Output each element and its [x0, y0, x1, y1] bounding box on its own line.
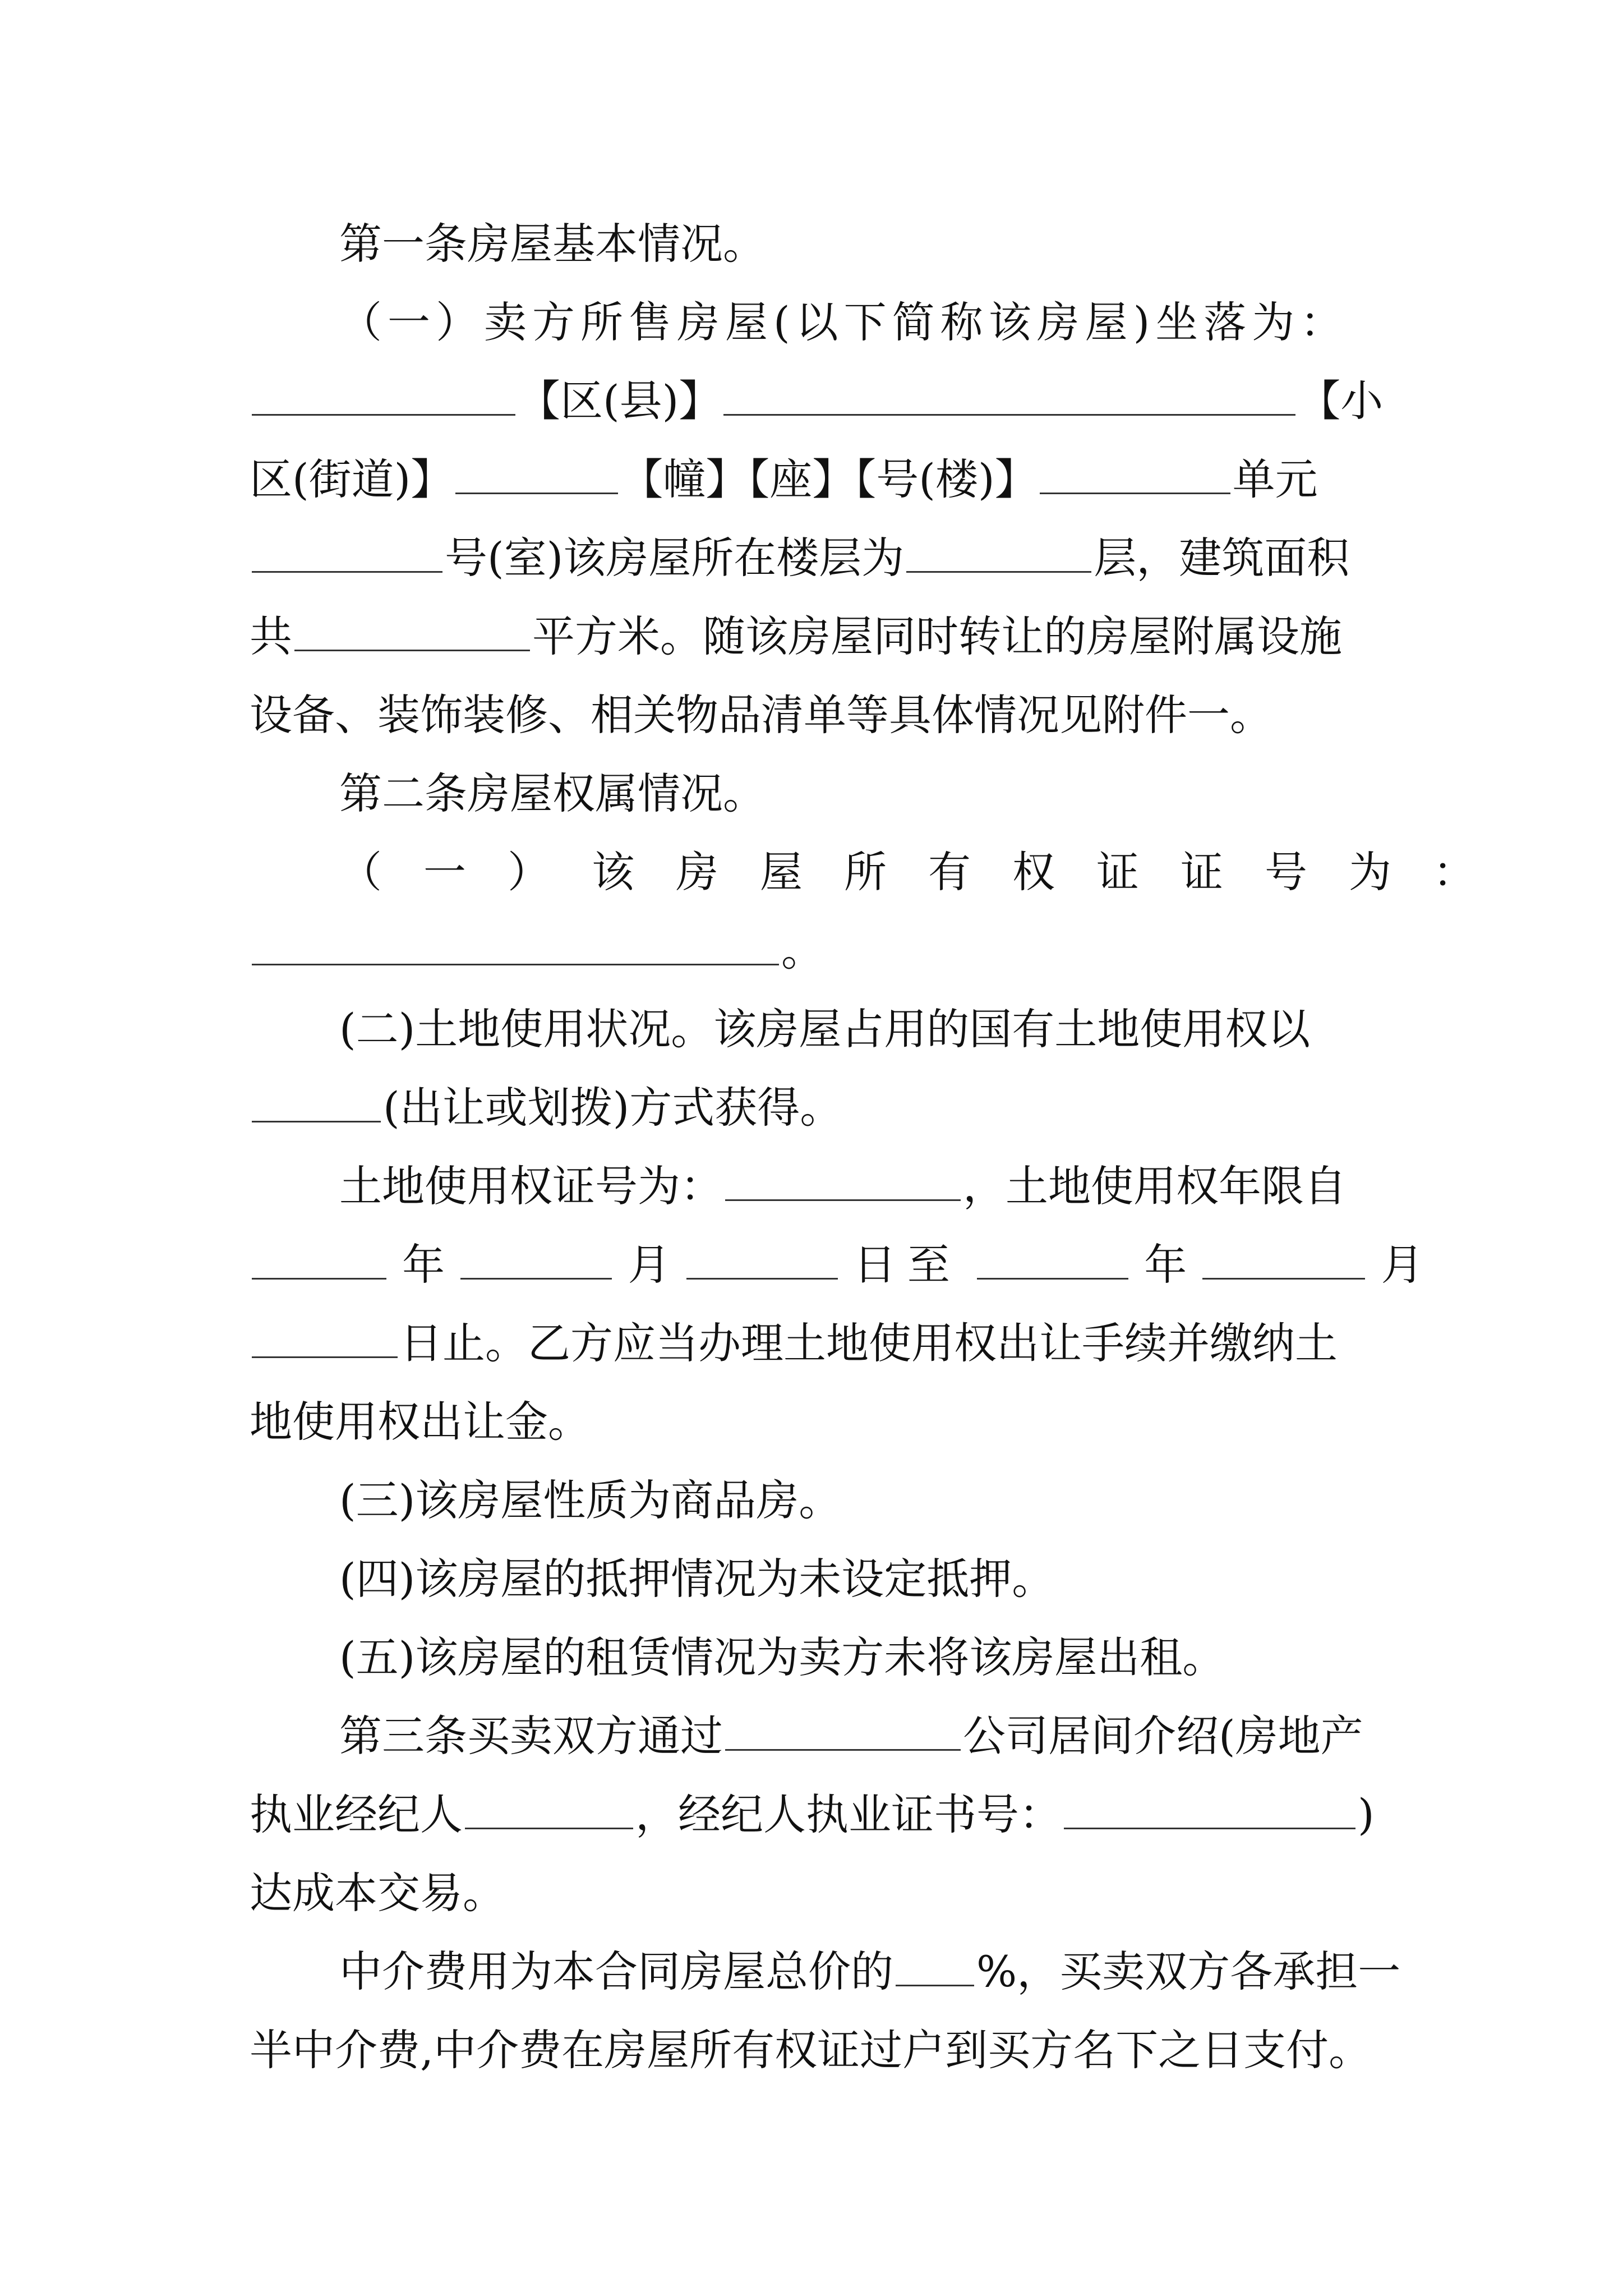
- agency-company-blank[interactable]: [725, 1711, 961, 1751]
- article-3-line-2: 执业经纪人 ，经纪人执业证书号： ): [250, 1789, 1375, 1839]
- article-1-item-1-intro: （一）卖方所售房屋(以下简称该房屋)坐落为：: [339, 297, 1349, 347]
- start-month-blank[interactable]: [460, 1240, 612, 1280]
- land-use-method-blank[interactable]: [252, 1083, 381, 1122]
- ownership-cert-blank[interactable]: [252, 926, 779, 965]
- end-year-blank[interactable]: [977, 1240, 1128, 1280]
- agent-license-blank[interactable]: [1064, 1789, 1355, 1829]
- area-line: 共 平方米。随该房屋同时转让的房屋附属设施: [250, 611, 1342, 661]
- property-nature-line: (三)该房屋性质为商品房。: [339, 1475, 842, 1525]
- fee-percent-blank[interactable]: [896, 1947, 974, 1986]
- land-term-dates-line: 年 月 日至 年 月: [250, 1231, 1388, 1299]
- ownership-cert-line: （一）该房屋所有权证证号为：: [339, 847, 1517, 897]
- street-blank[interactable]: [723, 376, 1295, 416]
- ownership-cert-blank-line: 。: [250, 917, 1388, 984]
- end-day-blank[interactable]: [252, 1318, 398, 1358]
- mortgage-line: (四)该房屋的抵押情况为未设定抵押。: [339, 1554, 1055, 1604]
- article-2-title: 第二条房屋权属情况。: [339, 769, 766, 818]
- end-month-blank[interactable]: [1202, 1240, 1365, 1280]
- article-3-line-1: 第三条买卖双方通过 公司居间介绍(房地产: [339, 1711, 1363, 1761]
- floor-blank[interactable]: [906, 533, 1091, 573]
- room-floor-line: 号(室)该房屋所在楼层为 层，建筑面积: [250, 524, 1388, 592]
- article-3-line-3: 达成本交易。: [250, 1868, 505, 1918]
- agent-name-blank[interactable]: [465, 1789, 633, 1829]
- land-cert-blank[interactable]: [725, 1161, 961, 1201]
- land-fee-line: 地使用权出让金。: [250, 1397, 591, 1447]
- address-line-1: 【区(县)】 【小: [250, 367, 1388, 435]
- land-use-status-line: (二)土地使用状况。该房屋占用的国有土地使用权以: [339, 1004, 1311, 1054]
- unit-blank[interactable]: [252, 533, 442, 573]
- agency-fee-line-1: 中介费用为本合同房屋总价的 %，买卖双方各承担一: [339, 1947, 1401, 1996]
- building-blank[interactable]: [1040, 454, 1230, 494]
- land-term-end-line: 日止。乙方应当办理土地使用权出让手续并缴纳土: [250, 1310, 1388, 1377]
- district-blank[interactable]: [252, 376, 515, 416]
- article-1-title: 第一条房屋基本情况。: [339, 219, 766, 269]
- attachment-line: 设备、装饰装修、相关物品清单等具体情况见附件一。: [250, 690, 1272, 740]
- community-blank[interactable]: [455, 454, 618, 494]
- lease-line: (五)该房屋的租赁情况为卖方未将该房屋出租。: [339, 1632, 1225, 1682]
- start-year-blank[interactable]: [252, 1240, 386, 1280]
- area-blank[interactable]: [294, 611, 530, 651]
- address-line-2: 区(街道)】 【幢】【座】【号(楼)】 单元: [250, 454, 1318, 504]
- land-cert-line: 土地使用权证号为： ，土地使用权年限自: [339, 1161, 1347, 1211]
- agency-fee-line-2: 半中介费,中介费在房屋所有权证过户到买方名下之日支付。: [250, 2025, 1372, 2075]
- land-use-method-line: (出让或划拨)方式获得。: [250, 1074, 1388, 1142]
- start-day-blank[interactable]: [686, 1240, 838, 1280]
